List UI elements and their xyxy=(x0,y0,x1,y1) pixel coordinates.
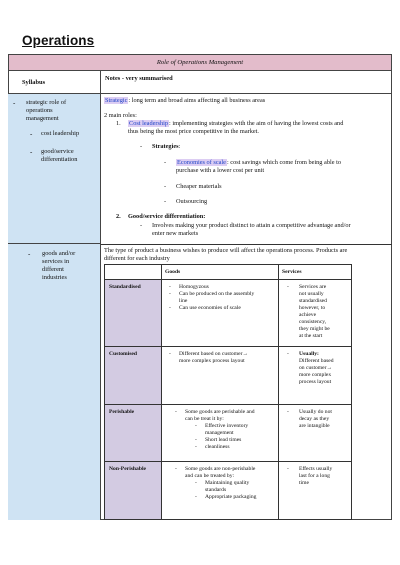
strategic-text: : long term and broad aims affecting all business areas xyxy=(128,97,266,104)
services-point: Usually do not xyxy=(299,409,332,415)
bullet: - xyxy=(195,494,197,500)
services-point: decay as they xyxy=(299,416,330,422)
eos-text: : cost savings which come from being able to xyxy=(226,159,341,166)
goods-point: Some goods are perishable and xyxy=(185,409,255,415)
services-point: not usually xyxy=(299,291,324,297)
syllabus-line: different xyxy=(42,266,64,273)
goods-point: Different based on customer→ xyxy=(179,351,249,357)
notes-header: Notes - very summarised xyxy=(101,71,392,94)
roles-intro: 2 main roles: xyxy=(104,112,137,119)
syllabus-bullet: - xyxy=(13,99,16,107)
goods-point: Homogyzous xyxy=(179,284,209,290)
strategy-outsourcing: Outsourcing xyxy=(176,198,208,205)
bullet: - xyxy=(287,409,289,415)
col-goods-header: Goods xyxy=(165,269,181,275)
row-label-customised: Customised xyxy=(109,351,137,357)
strategy-cheaper-materials: Cheaper materials xyxy=(176,183,222,190)
services-point: consistency, xyxy=(299,319,327,325)
strategy-dash: - xyxy=(164,159,167,166)
col-services-header: Services xyxy=(282,269,302,275)
grid-line xyxy=(161,265,162,519)
syllabus-dash: - xyxy=(30,148,33,156)
syllabus-sub-cost-leadership: cost leadership xyxy=(41,130,80,137)
eos-text: purchase with a lower cost per unit xyxy=(176,167,265,174)
strategic-term: Strategic xyxy=(105,97,128,104)
strategies-colon: : xyxy=(178,143,181,150)
syllabus-bullet: - xyxy=(28,250,31,258)
table-banner: Role of Operations Management xyxy=(8,54,392,71)
row-label-perishable: Perishable xyxy=(109,409,135,415)
goods-point: line xyxy=(179,298,188,304)
grid-line xyxy=(105,404,351,405)
goods-services-table xyxy=(104,264,352,520)
role-1-line xyxy=(128,120,343,127)
goods-subpoint: Maintaining quality xyxy=(205,480,250,486)
syllabus-line: services in xyxy=(42,258,70,265)
goods-subpoint: Appropriate packaging xyxy=(205,494,257,500)
eos-line xyxy=(176,159,341,166)
services-point: are intangible xyxy=(299,423,330,429)
syllabus-line: industries xyxy=(42,274,67,281)
bullet: - xyxy=(195,480,197,486)
cost-leadership-term: Cost leadership xyxy=(129,120,168,127)
goods-point: more complex process layout xyxy=(179,358,245,364)
services-point: last for a long xyxy=(299,473,330,479)
services-point-heading: Usually: xyxy=(299,351,319,357)
row-label-non-perishable: Non-Perishable xyxy=(109,466,146,472)
strategy-dash: - xyxy=(164,183,167,190)
services-point: on customer→ xyxy=(299,365,333,371)
services-point: Different based xyxy=(299,358,334,364)
role-2-text: Involves making your product distinct to attain a competitive advantage and/or xyxy=(152,222,351,229)
strategic-definition xyxy=(104,97,265,104)
syllabus-line: management xyxy=(26,115,59,122)
grid-line xyxy=(105,279,351,280)
bullet: - xyxy=(195,444,197,450)
services-point: they might be xyxy=(299,326,330,332)
row-divider xyxy=(101,244,392,245)
role-1-number: 1. xyxy=(116,120,121,127)
goods-subpoint: standards xyxy=(205,487,227,493)
services-point: achieve xyxy=(299,312,317,318)
services-point: time xyxy=(299,480,309,486)
services-point: more complex xyxy=(299,372,332,378)
goods-point: Can be produced on the assembly xyxy=(179,291,255,297)
goods-point: Can use economies of scale xyxy=(179,305,241,311)
bullet: - xyxy=(175,466,177,472)
bullet: - xyxy=(287,351,289,357)
grid-line xyxy=(105,461,351,462)
syllabus-sub-differentiation: differentiation xyxy=(41,156,78,163)
bullet: - xyxy=(287,466,289,472)
goods-subpoint: Short lead times xyxy=(205,437,242,443)
goods-subpoint: cleanliness xyxy=(205,444,230,450)
syllabus-cell-industries xyxy=(8,244,101,520)
goods-point: and can be treated by: xyxy=(185,473,235,479)
grid-line xyxy=(105,346,351,347)
services-point: at the start xyxy=(299,333,323,339)
syllabus-line: strategic role of xyxy=(26,99,67,106)
bullet: - xyxy=(195,437,197,443)
role-2-number: 2. xyxy=(116,213,121,220)
bullet: - xyxy=(169,284,171,290)
goods-point: Some goods are non-perishable xyxy=(185,466,256,472)
row-label-standardised: Standardised xyxy=(109,284,141,290)
strategy-dash: - xyxy=(164,198,167,205)
strategies-label: Strategies xyxy=(152,143,179,150)
services-point: Services are xyxy=(299,284,327,290)
syllabus-cell-strategic xyxy=(8,94,101,244)
industries-intro: different for each industry xyxy=(104,255,170,262)
services-point: Effects usually xyxy=(299,466,333,472)
syllabus-line: operations xyxy=(26,107,53,114)
bullet: - xyxy=(169,291,171,297)
role-2-heading: Good/service differentiation: xyxy=(128,213,206,220)
syllabus-header: Syllabus xyxy=(8,71,101,94)
bullet: - xyxy=(169,351,171,357)
industries-intro: The type of product a business wishes to produce will affect the operations process. Products are xyxy=(104,247,348,254)
goods-subpoint: Effective inventory xyxy=(205,423,249,429)
goods-point: can be treat it by: xyxy=(185,416,224,422)
role-2-dash: - xyxy=(140,222,143,229)
strategies-dash: - xyxy=(140,143,143,150)
bullet: - xyxy=(169,305,171,311)
syllabus-sub-differentiation: good/service xyxy=(41,148,74,155)
goods-subpoint: management xyxy=(205,430,234,436)
syllabus-line: goods and/or xyxy=(42,250,76,257)
eos-term: Economies of scale xyxy=(177,159,226,166)
bullet: - xyxy=(175,409,177,415)
page-title: Operations xyxy=(22,33,95,48)
strategies-heading xyxy=(152,143,180,150)
bullet: - xyxy=(287,284,289,290)
grid-line xyxy=(278,265,279,519)
bullet: - xyxy=(195,423,197,429)
role-1-text: : implementing strategies with the aim of having the lowest costs and xyxy=(169,120,344,127)
services-point: process layout xyxy=(299,379,332,385)
role-2-text: enter new markets xyxy=(152,230,199,237)
services-point: standardised xyxy=(299,298,327,304)
role-1-text: thus being the most price competitive in the market. xyxy=(128,128,259,135)
syllabus-dash: - xyxy=(30,130,33,138)
services-point: however, to xyxy=(299,305,326,311)
